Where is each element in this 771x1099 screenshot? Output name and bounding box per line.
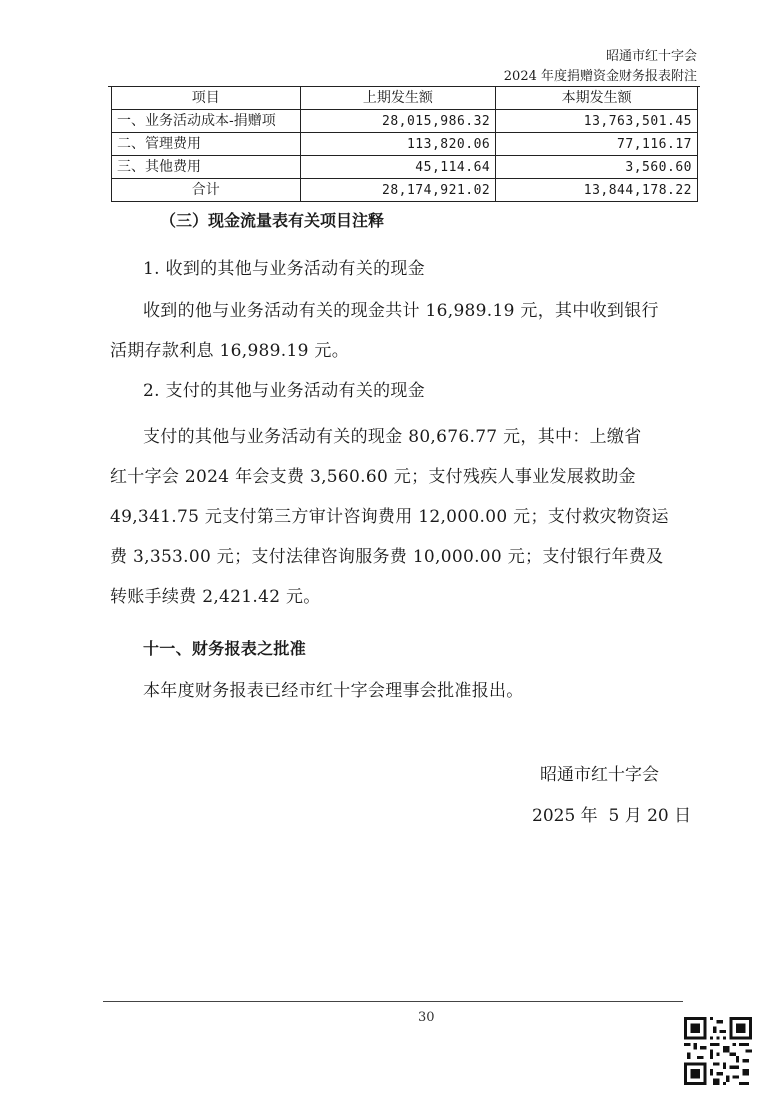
signature-org: 昭通市红十字会 <box>540 765 659 785</box>
row-curr: 13,763,501.45 <box>496 110 698 133</box>
section-heading-approval: 十一、财务报表之批准 <box>143 639 307 658</box>
item1-title: 1. 收到的其他与业务活动有关的现金 <box>143 259 426 279</box>
row-prev: 113,820.06 <box>300 133 496 156</box>
row-curr: 13,844,178.22 <box>496 179 698 202</box>
table-row <box>112 110 698 133</box>
approval-text: 本年度财务报表已经市红十字会理事会批准报出。 <box>143 681 524 701</box>
row-item: 二、管理费用 <box>112 133 301 156</box>
row-prev: 28,174,921.02 <box>300 179 496 202</box>
footer-rule <box>103 1001 683 1002</box>
item2-title: 2. 支付的其他与业务活动有关的现金 <box>143 381 426 401</box>
header-org: 昭通市红十字会 <box>605 49 697 64</box>
signature-date: 2025 年 5 月 20 日 <box>532 806 692 826</box>
item2-line: 费 3,353.00 元；支付法律咨询服务费 10,000.00 元；支付银行年费及 <box>110 547 664 567</box>
item2-line: 支付的其他与业务活动有关的现金 80,676.77 元，其中：上缴省 <box>143 427 642 447</box>
table-row <box>112 156 698 179</box>
col-header-item: 项目 <box>112 87 301 110</box>
row-prev: 45,114.64 <box>300 156 496 179</box>
col-header-prev: 上期发生额 <box>300 87 496 110</box>
header-subtitle: 2024 年度捐赠资金财务报表附注 <box>503 69 697 84</box>
table-total-row <box>112 179 698 202</box>
item2-line: 转账手续费 2,421.42 元。 <box>110 587 321 607</box>
row-item: 三、其他费用 <box>112 156 301 179</box>
table-row <box>112 133 698 156</box>
item2-line: 49,341.75 元支付第三方审计咨询费用 12,000.00 元；支付救灾物资运 <box>110 507 669 527</box>
row-item: 一、业务活动成本-捐赠项 <box>112 110 301 133</box>
row-item: 合计 <box>112 179 301 202</box>
row-curr: 77,116.17 <box>496 133 698 156</box>
item1-line2: 活期存款利息 16,989.19 元。 <box>110 341 350 361</box>
col-header-curr: 本期发生额 <box>496 87 698 110</box>
table-header-row <box>112 87 698 110</box>
item2-line: 红十字会 2024 年会支费 3,560.60 元；支付残疾人事业发展救助金 <box>110 467 636 487</box>
row-curr: 3,560.60 <box>496 156 698 179</box>
expense-table <box>111 86 698 202</box>
page-number: 30 <box>418 1010 435 1025</box>
item1-line1: 收到的他与业务活动有关的现金共计 16,989.19 元，其中收到银行 <box>143 301 659 321</box>
row-prev: 28,015,986.32 <box>300 110 496 133</box>
section-heading-cashflow: （三）现金流量表有关项目注释 <box>160 211 385 230</box>
qr-code-icon <box>684 1017 752 1085</box>
